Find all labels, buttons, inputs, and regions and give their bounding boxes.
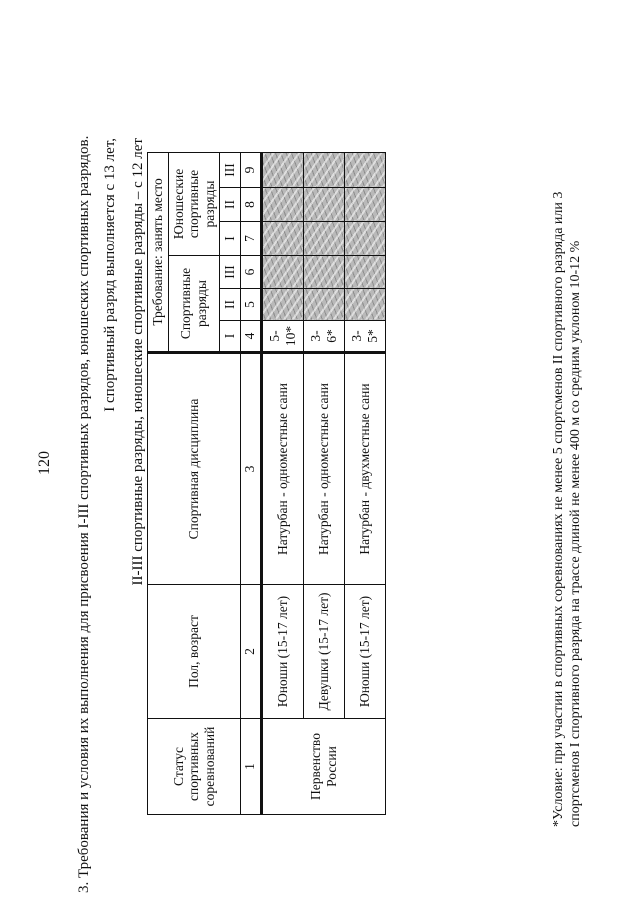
header-gender-age: Пол, возраст	[148, 585, 241, 719]
shaded-cell	[303, 222, 344, 256]
header-discipline: Спортивная дисциплина	[148, 353, 241, 585]
column-number: 4	[240, 321, 261, 353]
shaded-cell	[261, 289, 303, 321]
shaded-cell	[344, 222, 385, 256]
column-number: 8	[240, 188, 261, 222]
rank-I-place-cell: 3-6*	[303, 321, 344, 353]
shaded-cell	[303, 188, 344, 222]
footnote: *Условие: при участии в спортивных соревнованиях не менее 5 спортсменов II спортивного разряда или 3 спортсменов I спортивного разряда на трассе длиной не менее 400 м со средним уклоном 10-12 %	[551, 191, 583, 827]
column-number: 7	[240, 222, 261, 256]
requirements-table	[147, 152, 386, 815]
column-number: 6	[240, 256, 261, 289]
page-number: 120	[36, 451, 53, 475]
shaded-cell	[344, 152, 385, 187]
header-rank-II: II	[220, 289, 241, 321]
shaded-cell	[303, 256, 344, 289]
header-youth-rank-I: I	[220, 222, 241, 256]
age-note-other-ranks: II-III спортивные разряды, юношеские спортивные разряды – с 12 лет	[130, 138, 146, 586]
header-youth-rank-III: III	[220, 152, 241, 187]
header-requirement: Требование: занять место	[148, 152, 169, 352]
age-note-first-rank: I спортивный разряд выполняется с 13 лет,	[102, 138, 118, 412]
header-sport-ranks: Спортивные разряды	[168, 256, 220, 353]
column-number: 5	[240, 289, 261, 321]
rank-I-place-cell: 5-10*	[261, 321, 303, 353]
section-title: 3. Требования и условия их выполнения для присвоения I-III спортивных разрядов, юношеских спортивных разрядов.	[76, 135, 92, 893]
discipline-cell: Натурбан - одноместные сани	[303, 353, 344, 585]
shaded-cell	[261, 188, 303, 222]
column-number: 2	[240, 585, 261, 719]
gender-age-cell: Девушки (15-17 лет)	[303, 585, 344, 719]
header-rank-III: III	[220, 256, 241, 289]
shaded-cell	[261, 256, 303, 289]
status-cell: Первенство России	[261, 719, 385, 815]
shaded-cell	[303, 152, 344, 187]
shaded-cell	[344, 188, 385, 222]
column-number: 1	[240, 719, 261, 815]
gender-age-cell: Юноши (15-17 лет)	[261, 585, 303, 719]
rank-I-place-cell: 3-5*	[344, 321, 385, 353]
shaded-cell	[303, 289, 344, 321]
shaded-cell	[344, 256, 385, 289]
shaded-cell	[344, 289, 385, 321]
header-status: Статус спортивных соревнований	[148, 719, 241, 815]
column-number: 9	[240, 152, 261, 187]
discipline-cell: Натурбан - одноместные сани	[261, 353, 303, 585]
header-rank-I: I	[220, 321, 241, 353]
gender-age-cell: Юноши (15-17 лет)	[344, 585, 385, 719]
header-youth-ranks: Юношеские спортивные разряды	[168, 152, 220, 255]
discipline-cell: Натурбан - двухместные сани	[344, 353, 385, 585]
shaded-cell	[261, 222, 303, 256]
shaded-cell	[261, 152, 303, 187]
header-youth-rank-II: II	[220, 188, 241, 222]
column-number: 3	[240, 353, 261, 585]
